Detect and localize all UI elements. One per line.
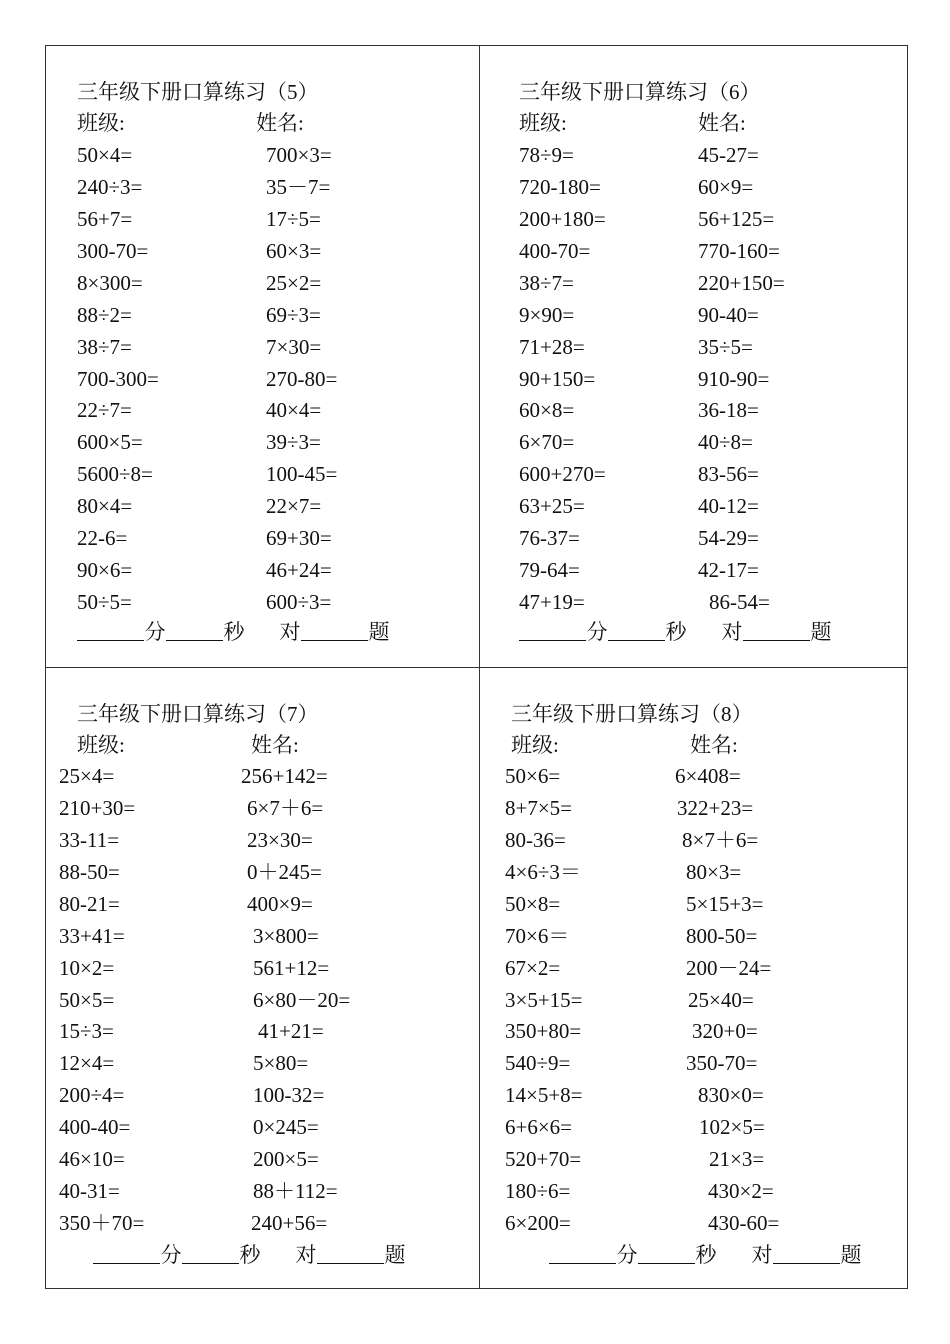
questions-label: 题 <box>384 1243 406 1267</box>
problem-row <box>45 175 479 199</box>
problem-right-column: 700×3= <box>266 143 332 167</box>
problem-right-column: 35－7= <box>266 174 331 199</box>
footer-spacer <box>717 1243 751 1244</box>
problem-left-column: 8×300= <box>77 270 143 295</box>
problem-left-column: 50÷5= <box>77 590 132 614</box>
problem-left-column: 22-6= <box>77 526 128 551</box>
problem-row <box>45 1147 479 1171</box>
problem-left-column: 720-180= <box>519 174 601 199</box>
problem-right-column: 80×3= <box>686 859 742 884</box>
problem-left-column: 90+150= <box>519 366 596 391</box>
correct-label: 对 <box>279 620 301 644</box>
correct-count-blank <box>743 620 810 641</box>
minutes-blank <box>519 620 586 641</box>
problem-left-column: 71+28= <box>519 334 585 359</box>
minutes-blank <box>93 1243 160 1264</box>
panel-title: 三年级下册口算练习（6） <box>519 80 761 104</box>
problem-right-column: 770-160= <box>698 238 780 263</box>
problem-row <box>45 1115 479 1139</box>
problem-row <box>479 988 908 1012</box>
problem-right-column: 830×0= <box>698 1083 764 1108</box>
problem-row <box>45 796 479 820</box>
problem-row <box>45 860 479 884</box>
problem-row <box>45 828 479 852</box>
panel-bottom-right <box>479 667 908 1289</box>
problem-right-column: 54-29= <box>698 526 759 551</box>
problem-right-column: 8×7＋6= <box>682 827 759 852</box>
problem-row <box>45 1179 479 1203</box>
problem-left-column: 700-300= <box>77 366 159 391</box>
minutes-label: 分 <box>160 1243 182 1267</box>
problem-row <box>479 526 908 550</box>
problem-left-column: 80×4= <box>77 494 133 519</box>
problem-list <box>479 667 908 1289</box>
problem-row <box>479 494 908 518</box>
problem-row <box>479 1179 908 1203</box>
problem-left-column: 88-50= <box>59 859 120 884</box>
problem-right-column: 40-12= <box>698 494 759 519</box>
problem-right-column: 200－24= <box>686 955 772 980</box>
problem-row <box>45 764 479 788</box>
problem-list <box>45 45 479 667</box>
problem-right-column: 800-50= <box>686 923 758 948</box>
problem-row <box>45 239 479 263</box>
problem-right-column: 23×30= <box>247 827 313 852</box>
problem-right-column: 350-70= <box>686 1051 758 1076</box>
problem-right-column: 5×15+3= <box>686 891 764 916</box>
problem-row <box>479 143 908 167</box>
problem-row <box>45 303 479 327</box>
problem-row <box>45 1211 479 1235</box>
problem-left-column: 4×6÷3＝ <box>505 859 581 884</box>
problem-left-column: 25×4= <box>59 764 115 788</box>
problem-row <box>45 1019 479 1043</box>
problem-left-column: 22÷7= <box>77 398 132 423</box>
questions-label: 题 <box>368 620 390 644</box>
problem-row <box>45 398 479 422</box>
problem-row <box>45 590 479 614</box>
problem-left-column: 350＋70= <box>59 1211 145 1235</box>
footer-spacer <box>687 620 721 621</box>
problem-row <box>45 988 479 1012</box>
problem-row <box>479 1211 908 1235</box>
problem-right-column: 6×80－20= <box>253 987 351 1012</box>
problem-row <box>479 430 908 454</box>
problem-right-column: 25×2= <box>266 270 322 295</box>
problem-row <box>45 207 479 231</box>
problem-left-column: 400-70= <box>519 238 591 263</box>
problem-row <box>479 207 908 231</box>
name-label: 姓名: <box>698 111 746 135</box>
problem-left-column: 38÷7= <box>77 334 132 359</box>
problem-row <box>479 175 908 199</box>
problem-left-column: 56+7= <box>77 206 133 231</box>
problem-left-column: 33+41= <box>59 923 125 948</box>
problem-left-column: 12×4= <box>59 1051 115 1076</box>
problem-row <box>479 828 908 852</box>
seconds-label: 秒 <box>239 1243 261 1267</box>
problem-left-column: 63+25= <box>519 494 585 519</box>
panel-title: 三年级下册口算练习（7） <box>77 702 319 726</box>
seconds-label: 秒 <box>223 620 245 644</box>
problem-row <box>479 303 908 327</box>
panel-top-left <box>45 45 479 667</box>
minutes-label: 分 <box>144 620 166 644</box>
problem-right-column: 60×3= <box>266 238 322 263</box>
seconds-blank <box>166 620 223 641</box>
class-label: 班级: <box>77 111 125 135</box>
problem-right-column: 0×245= <box>253 1115 319 1140</box>
problem-right-column: 430×2= <box>708 1179 774 1204</box>
problem-right-column: 256+142= <box>241 764 328 788</box>
problem-right-column: 3×800= <box>253 923 319 948</box>
problem-right-column: 69+30= <box>266 526 332 551</box>
problem-right-column: 56+125= <box>698 206 775 231</box>
problem-left-column: 33-11= <box>59 827 120 852</box>
problem-right-column: 600÷3= <box>266 590 332 614</box>
correct-count-blank <box>301 620 368 641</box>
class-label: 班级: <box>519 111 567 135</box>
score-footer <box>77 620 390 644</box>
problem-right-column: 102×5= <box>699 1115 765 1140</box>
problem-row <box>45 924 479 948</box>
problem-right-column: 17÷5= <box>266 206 321 231</box>
problem-right-column: 6×7＋6= <box>247 795 324 820</box>
problem-row <box>479 860 908 884</box>
name-label: 姓名: <box>256 111 304 135</box>
problem-left-column: 50×8= <box>505 891 561 916</box>
class-label: 班级: <box>77 733 125 757</box>
questions-label: 题 <box>810 620 832 644</box>
problem-right-column: 22×7= <box>266 494 322 519</box>
problem-left-column: 3×5+15= <box>505 987 583 1012</box>
problem-left-column: 350+80= <box>505 1019 582 1044</box>
problem-right-column: 45-27= <box>698 143 759 167</box>
problem-right-column: 40×4= <box>266 398 322 423</box>
problem-row <box>45 335 479 359</box>
problem-row <box>45 956 479 980</box>
problem-row <box>479 1019 908 1043</box>
problem-row <box>479 1147 908 1171</box>
minutes-label: 分 <box>616 1243 638 1267</box>
problem-right-column: 100-32= <box>253 1083 325 1108</box>
problem-left-column: 210+30= <box>59 795 136 820</box>
problem-right-column: 200×5= <box>253 1147 319 1172</box>
correct-label: 对 <box>751 1243 773 1267</box>
problem-right-column: 6×408= <box>675 764 741 788</box>
problem-row <box>479 924 908 948</box>
problem-right-column: 42-17= <box>698 558 759 583</box>
problem-left-column: 540÷9= <box>505 1051 571 1076</box>
problem-left-column: 80-36= <box>505 827 566 852</box>
problem-right-column: 40÷8= <box>698 430 753 455</box>
problem-left-column: 76-37= <box>519 526 580 551</box>
problem-left-column: 9×90= <box>519 302 575 327</box>
problem-left-column: 15÷3= <box>59 1019 114 1044</box>
problem-left-column: 6+6×6= <box>505 1115 573 1140</box>
panel-title: 三年级下册口算练习（5） <box>77 80 319 104</box>
problem-row <box>479 335 908 359</box>
seconds-blank <box>182 1243 239 1264</box>
problem-right-column: 320+0= <box>692 1019 758 1044</box>
problem-left-column: 200+180= <box>519 206 606 231</box>
problem-row <box>479 764 908 788</box>
problem-row <box>479 1083 908 1107</box>
problem-left-column: 10×2= <box>59 955 115 980</box>
seconds-label: 秒 <box>695 1243 717 1267</box>
problem-row <box>479 892 908 916</box>
problem-right-column: 7×30= <box>266 334 322 359</box>
seconds-blank <box>608 620 665 641</box>
problem-left-column: 400-40= <box>59 1115 131 1140</box>
problem-list <box>479 45 908 667</box>
score-footer <box>519 620 832 644</box>
problem-left-column: 600×5= <box>77 430 143 455</box>
problem-left-column: 6×200= <box>505 1211 571 1235</box>
problem-left-column: 40-31= <box>59 1179 120 1204</box>
problem-right-column: 36-18= <box>698 398 759 423</box>
class-label: 班级: <box>511 733 559 757</box>
problem-right-column: 21×3= <box>709 1147 765 1172</box>
problem-right-column: 561+12= <box>253 955 330 980</box>
correct-count-blank <box>317 1243 384 1264</box>
problem-right-column: 5×80= <box>253 1051 309 1076</box>
problem-left-column: 60×8= <box>519 398 575 423</box>
problem-right-column: 220+150= <box>698 270 785 295</box>
problem-left-column: 300-70= <box>77 238 149 263</box>
problem-right-column: 86-54= <box>709 590 770 614</box>
problem-right-column: 35÷5= <box>698 334 753 359</box>
problem-right-column: 322+23= <box>677 795 754 820</box>
panel-bottom-left <box>45 667 479 1289</box>
problem-right-column: 400×9= <box>247 891 313 916</box>
problem-left-column: 520+70= <box>505 1147 582 1172</box>
problem-left-column: 6×70= <box>519 430 575 455</box>
minutes-blank <box>549 1243 616 1264</box>
problem-left-column: 50×5= <box>59 987 115 1012</box>
problem-left-column: 67×2= <box>505 955 561 980</box>
problem-left-column: 5600÷8= <box>77 462 153 487</box>
problem-left-column: 50×4= <box>77 143 133 167</box>
problem-right-column: 60×9= <box>698 174 754 199</box>
problem-right-column: 88＋112= <box>253 1179 338 1204</box>
problem-left-column: 78÷9= <box>519 143 574 167</box>
problem-row <box>479 956 908 980</box>
problem-right-column: 46+24= <box>266 558 332 583</box>
panel-title: 三年级下册口算练习（8） <box>511 702 753 726</box>
problem-row <box>45 558 479 582</box>
problem-left-column: 90×6= <box>77 558 133 583</box>
problem-left-column: 200÷4= <box>59 1083 125 1108</box>
problem-row <box>479 1051 908 1075</box>
problem-left-column: 47+19= <box>519 590 585 614</box>
problem-row <box>45 462 479 486</box>
problem-row <box>45 430 479 454</box>
problem-row <box>479 462 908 486</box>
footer-spacer <box>245 620 279 621</box>
problem-row <box>479 590 908 614</box>
problem-row <box>45 1051 479 1075</box>
problem-row <box>45 367 479 391</box>
problem-row <box>45 1083 479 1107</box>
problem-row <box>479 398 908 422</box>
problem-right-column: 69÷3= <box>266 302 321 327</box>
problem-right-column: 25×40= <box>688 987 754 1012</box>
problem-row <box>479 367 908 391</box>
problem-left-column: 70×6＝ <box>505 923 570 948</box>
correct-label: 对 <box>721 620 743 644</box>
correct-label: 对 <box>295 1243 317 1267</box>
footer-spacer <box>261 1243 295 1244</box>
problem-right-column: 83-56= <box>698 462 759 487</box>
problem-right-column: 100-45= <box>266 462 338 487</box>
problem-row <box>45 892 479 916</box>
problem-right-column: 0＋245= <box>247 859 322 884</box>
problem-row <box>479 1115 908 1139</box>
problem-right-column: 270-80= <box>266 366 338 391</box>
problem-right-column: 430-60= <box>708 1211 780 1235</box>
problem-left-column: 38÷7= <box>519 270 574 295</box>
score-footer <box>549 1243 862 1267</box>
problem-right-column: 910-90= <box>698 366 770 391</box>
problem-left-column: 180÷6= <box>505 1179 571 1204</box>
problem-row <box>479 239 908 263</box>
problem-list <box>45 667 479 1289</box>
problem-left-column: 600+270= <box>519 462 606 487</box>
correct-count-blank <box>773 1243 840 1264</box>
problem-row <box>45 143 479 167</box>
problem-left-column: 8+7×5= <box>505 795 573 820</box>
problem-row <box>479 271 908 295</box>
questions-label: 题 <box>840 1243 862 1267</box>
seconds-blank <box>638 1243 695 1264</box>
problem-left-column: 88÷2= <box>77 302 132 327</box>
name-label: 姓名: <box>690 733 738 757</box>
problem-left-column: 80-21= <box>59 891 120 916</box>
problem-right-column: 39÷3= <box>266 430 321 455</box>
problem-left-column: 79-64= <box>519 558 580 583</box>
problem-row <box>45 526 479 550</box>
problem-right-column: 90-40= <box>698 302 759 327</box>
problem-right-column: 240+56= <box>251 1211 328 1235</box>
problem-row <box>45 271 479 295</box>
problem-row <box>45 494 479 518</box>
problem-left-column: 50×6= <box>505 764 561 788</box>
panel-top-right <box>479 45 908 667</box>
name-label: 姓名: <box>251 733 299 757</box>
score-footer <box>93 1243 406 1267</box>
problem-row <box>479 558 908 582</box>
problem-left-column: 46×10= <box>59 1147 125 1172</box>
minutes-label: 分 <box>586 620 608 644</box>
minutes-blank <box>77 620 144 641</box>
problem-left-column: 240÷3= <box>77 174 143 199</box>
seconds-label: 秒 <box>665 620 687 644</box>
problem-row <box>479 796 908 820</box>
problem-right-column: 41+21= <box>258 1019 324 1044</box>
problem-left-column: 14×5+8= <box>505 1083 583 1108</box>
